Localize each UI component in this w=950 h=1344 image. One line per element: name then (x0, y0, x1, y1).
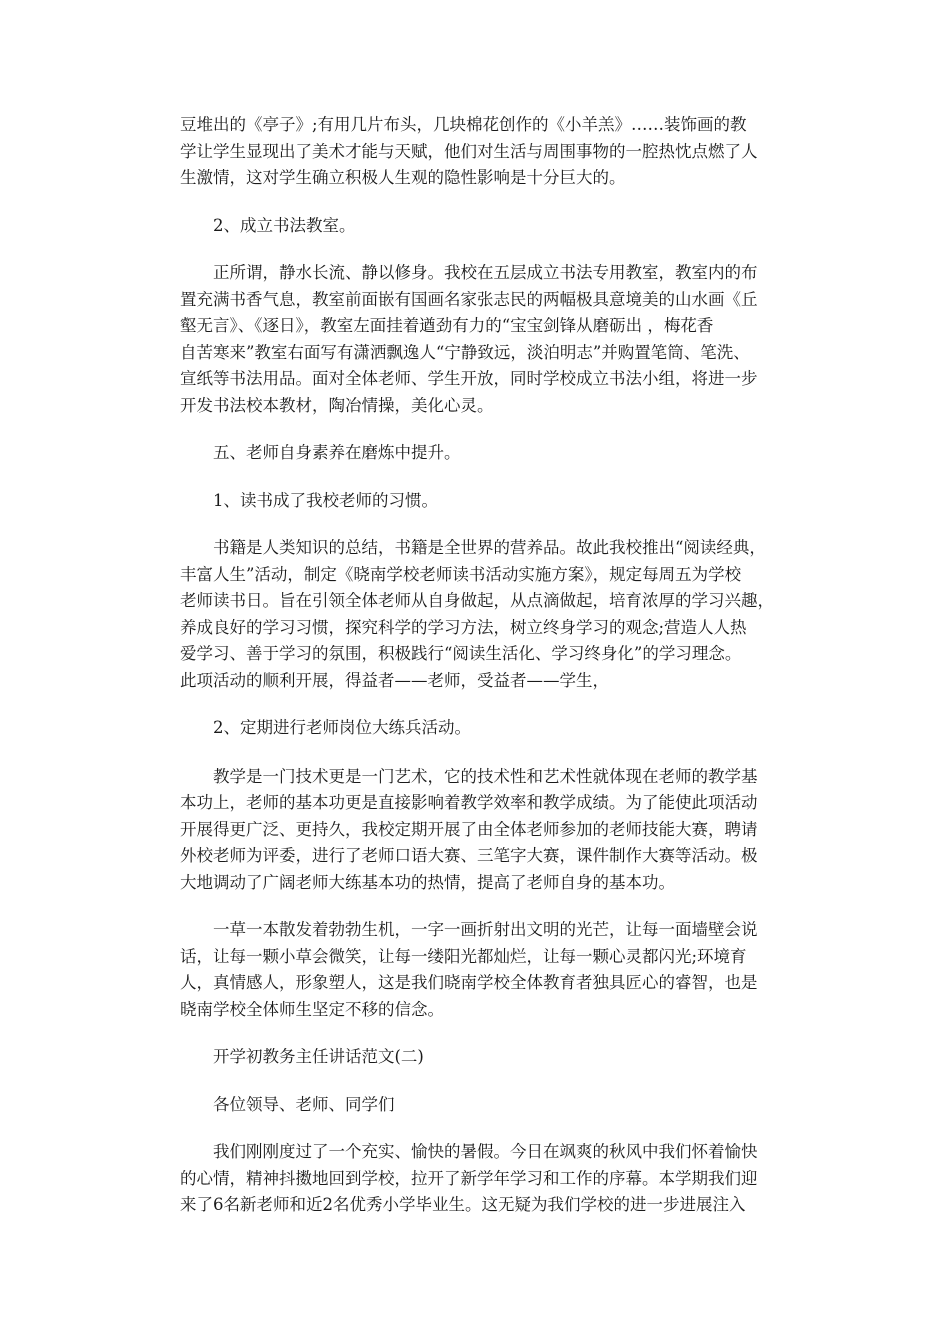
salutation (180, 1092, 772, 1119)
text-line: 开展得更广泛、更持久，我校定期开展了由全体老师参加的老师技能大赛，聘请 (180, 819, 758, 839)
text-line: 豆堆出的《亭子》;有用几片布头，几块棉花创作的《小羊羔》……装饰画的教 (180, 115, 747, 134)
document-body (180, 112, 772, 1219)
paragraph-speech-opening (180, 1139, 772, 1219)
text-line: 学让学生显现出了美术才能与天赋，他们对生活与周围事物的一腔热忱点燃了人 (180, 141, 758, 161)
text-line: 自苦寒来”教室右面写有潇洒飘逸人“宁静致远，淡泊明志”并购置笔筒、笔洗、 (180, 342, 750, 362)
text-line: 各位领导、老师、同学们 (213, 1094, 395, 1114)
paragraph-reading-habit (180, 535, 772, 694)
text-line: 此项活动的顺利开展，得益者——老师，受益者——学生， (180, 670, 609, 690)
text-line: 爱学习、善于学习的氛围，积极践行“阅读生活化、学习终身化”的学习理念。 (180, 644, 742, 663)
heading-skills-training (180, 715, 772, 742)
section-heading: 五、老师自身素养在磨炼中提升。 (213, 443, 461, 462)
text-line: 书籍是人类知识的总结，书籍是全世界的营养品。故此我校推出“阅读经典， (213, 538, 766, 557)
heading-reading-habit (180, 488, 772, 515)
text-line: 的心情，精神抖擞地回到学校，拉开了新学年学习和工作的序幕。本学期我们迎 (180, 1168, 758, 1188)
paragraph-decorative-art (180, 112, 772, 192)
section-heading: 开学初教务主任讲话范文(二) (213, 1047, 424, 1066)
text-line: 我们刚刚度过了一个充实、愉快的暑假。今日在飒爽的秋风中我们怀着愉快 (213, 1142, 758, 1161)
text-line: 老师读书日。旨在引领全体老师从自身做起，从点滴做起，培育浓厚的学习兴趣， (180, 591, 774, 610)
section-heading: 1、读书成了我校老师的习惯。 (213, 490, 438, 510)
text-line: 生激情，这对学生确立积极人生观的隐性影响是十分巨大的。 (180, 168, 626, 187)
text-line: 话，让每一颗小草会微笑，让每一缕阳光都灿烂，让每一颗心灵都闪光;环境育 (180, 946, 747, 966)
text-line: 正所谓，静水长流、静以修身。我校在五层成立书法专用教室，教室内的布 (213, 263, 758, 282)
text-line: 教学是一门技术更是一门艺术，它的技术性和艺术性就体现在老师的教学基 (213, 766, 758, 786)
text-line: 开发书法校本教材，陶冶情操，美化心灵。 (180, 395, 494, 415)
section-heading: 2、成立书法教室。 (213, 215, 356, 235)
paragraph-campus-culture (180, 917, 772, 1023)
text-line: 晓南学校全体师生坚定不移的信念。 (180, 999, 444, 1019)
text-line: 大地调动了广阔老师大练基本功的热情，提高了老师自身的基本功。 (180, 872, 675, 892)
heading-calligraphy-room (180, 213, 772, 240)
text-line: 外校老师为评委，进行了老师口语大赛、三笔字大赛，课件制作大赛等活动。极 (180, 846, 758, 865)
paragraph-calligraphy-room (180, 260, 772, 419)
paragraph-skills-training (180, 764, 772, 897)
text-line: 人，真情感人，形象塑人，这是我们晓南学校全体教育者独具匠心的睿智，也是 (180, 973, 758, 992)
section-heading: 2、定期进行老师岗位大练兵活动。 (213, 718, 471, 737)
text-line: 壑无言》、《逐日》，教室左面挂着遒劲有力的“宝宝剑锋从磨砺出 ，梅花香 (180, 316, 714, 335)
speech-title (180, 1044, 772, 1071)
text-line: 来了6名新老师和近2名优秀小学毕业生。这无疑为我们学校的进一步进展注入 (180, 1195, 746, 1214)
text-line: 宣纸等书法用品。面对全体老师、学生开放，同时学校成立书法小组，将进一步 (180, 369, 758, 388)
text-line: 置充满书香气息，教室前面嵌有国画名家张志民的两幅极具意境美的山水画《丘 (180, 289, 758, 309)
text-line: 一草一本散发着勃勃生机，一字一画折射出文明的光芒，让每一面墙壁会说 (213, 920, 758, 939)
text-line: 丰富人生”活动，制定《晓南学校老师读书活动实施方案》，规定每周五为学校 (180, 564, 742, 584)
text-line: 养成良好的学习习惯，探究科学的学习方法，树立终身学习的观念;营造人人热 (180, 617, 747, 637)
text-line: 本功上，老师的基本功更是直接影响着教学效率和教学成绩。为了能使此项活动 (180, 793, 758, 812)
heading-teacher-quality (180, 440, 772, 467)
